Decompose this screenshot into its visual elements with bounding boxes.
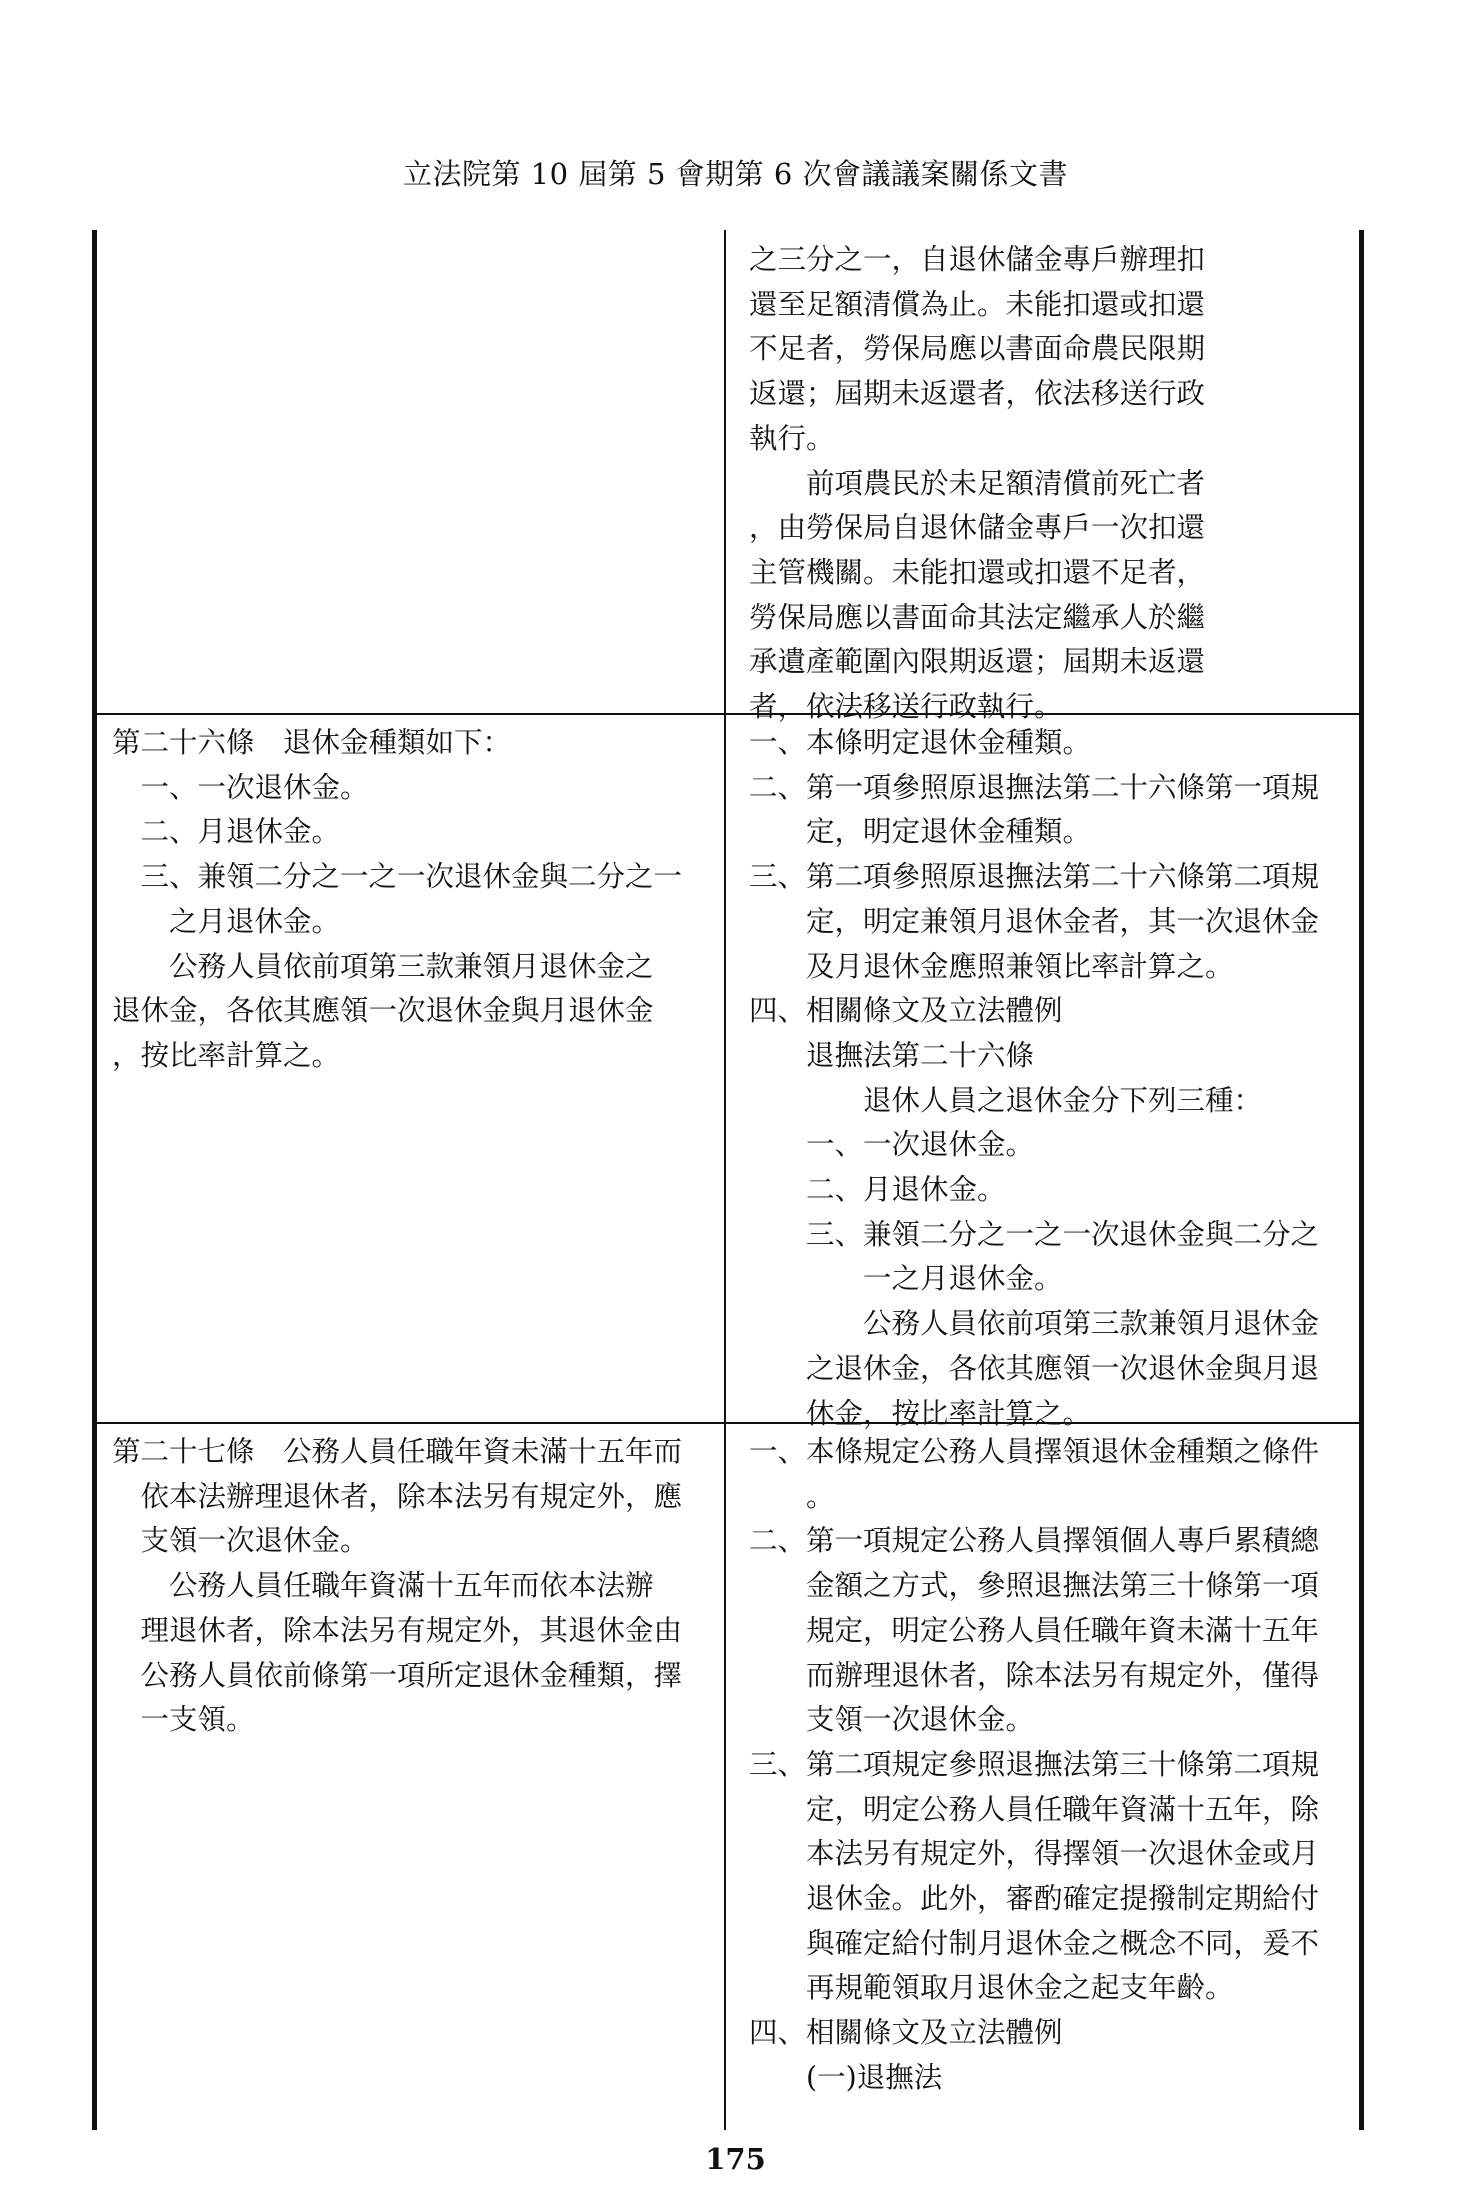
text-line: 四、相關條文及立法體例 [749, 994, 1063, 1028]
row3-right-cell [749, 1430, 1319, 2101]
text-line: 本法另有規定外，得擇領一次退休金或月 [749, 1837, 1320, 1871]
text-line: 二、第一項參照原退撫法第二十六條第一項規 [749, 770, 1320, 804]
text-line: 三、第二項參照原退撫法第二十六條第二項規 [749, 860, 1320, 894]
table-right-border [1359, 230, 1364, 2130]
text-line: 前項農民於未足額清償前死亡者 [749, 466, 1206, 500]
text-line: 與確定給付制月退休金之概念不同，爰不 [749, 1926, 1320, 1960]
text-line: 退撫法第二十六條 [749, 1038, 1035, 1072]
text-line: 公務人員任職年資滿十五年而依本法辦 [112, 1569, 654, 1603]
text-line: 第二十七條 公務人員任職年資未滿十五年而 [112, 1435, 683, 1468]
text-line: 者，依法移送行政執行。 [749, 690, 1063, 724]
text-line: 規定，明定公務人員任職年資未滿十五年 [749, 1613, 1320, 1647]
text-line: 而辦理退休者，除本法另有規定外，僅得 [749, 1658, 1320, 1692]
text-line: 退休人員之退休金分下列三種： [749, 1083, 1263, 1117]
text-line: (一)退撫法 [749, 2060, 943, 2094]
text-line: 二、月退休金。 [749, 1173, 1006, 1207]
text-line: 勞保局應以書面命其法定繼承人於繼 [749, 600, 1206, 634]
text-line: 一、本條明定退休金種類。 [749, 726, 1092, 759]
text-line: 二、第一項規定公務人員擇領個人專戶累積總 [749, 1524, 1320, 1558]
text-line: 休金，按比率計算之。 [749, 1396, 1092, 1430]
text-line: 。 [749, 1479, 835, 1513]
text-line: 定，明定公務人員任職年資滿十五年，除 [749, 1792, 1320, 1826]
text-line: 二、月退休金。 [112, 815, 341, 849]
table-left-border [92, 230, 97, 2130]
row2-left-cell [112, 721, 682, 1079]
text-line: 還至足額清償為止。未能扣還或扣還 [749, 287, 1206, 321]
row2-right-cell [749, 721, 1319, 1436]
text-line: 一之月退休金。 [749, 1262, 1063, 1296]
text-line: 退休金。此外，審酌確定提撥制定期給付 [749, 1882, 1320, 1916]
text-line: 公務人員依前項第三款兼領月退休金之 [112, 949, 654, 983]
text-line: 不足者，勞保局應以書面命農民限期 [749, 332, 1206, 366]
text-line: 三、第二項規定參照退撫法第三十條第二項規 [749, 1747, 1320, 1781]
row1-right-cell [749, 238, 1205, 730]
text-line: ，按比率計算之。 [112, 1038, 341, 1072]
text-line: 之三分之一，自退休儲金專戶辦理扣 [749, 243, 1206, 276]
text-line: 及月退休金應照兼領比率計算之。 [749, 949, 1234, 983]
text-line: 返還；屆期未返還者，依法移送行政 [749, 377, 1206, 411]
text-line: 支領一次退休金。 [749, 1703, 1035, 1737]
text-line: 四、相關條文及立法體例 [749, 2016, 1063, 2050]
text-line: 第二十六條 退休金種類如下： [112, 726, 512, 759]
text-line: 三、兼領二分之一之一次退休金與二分之 [749, 1217, 1320, 1251]
text-line: ，由勞保局自退休儲金專戶一次扣還 [749, 511, 1206, 545]
page-number: 175 [705, 2142, 766, 2176]
text-line: 之月退休金。 [112, 904, 341, 938]
text-line: 再規範領取月退休金之起支年齡。 [749, 1971, 1234, 2005]
row3-left-cell [112, 1430, 682, 1743]
text-line: 定，明定兼領月退休金者，其一次退休金 [749, 904, 1320, 938]
text-line: 執行。 [749, 421, 835, 455]
text-line: 一、一次退休金。 [749, 1128, 1035, 1162]
text-line: 理退休者，除本法另有規定外，其退休金由 [112, 1613, 683, 1647]
text-line: 金額之方式，參照退撫法第三十條第一項 [749, 1569, 1320, 1603]
page-header: 立法院第 10 屆第 5 會期第 6 次會議議案關係文書 [402, 157, 1069, 191]
text-line: 退休金，各依其應領一次退休金與月退休金 [112, 994, 654, 1028]
text-line: 之退休金，各依其應領一次退休金與月退 [749, 1351, 1320, 1385]
text-line: 承遺產範圍內限期返還；屆期未返還 [749, 645, 1206, 679]
text-line: 支領一次退休金。 [112, 1524, 369, 1558]
text-line: 一支領。 [112, 1703, 255, 1737]
text-line: 三、兼領二分之一之一次退休金與二分之一 [112, 860, 683, 894]
table-column-divider [724, 230, 726, 2130]
text-line: 公務人員依前項第三款兼領月退休金 [749, 1307, 1320, 1341]
text-line: 公務人員依前條第一項所定退休金種類，擇 [112, 1658, 683, 1692]
text-line: 依本法辦理退休者，除本法另有規定外，應 [112, 1479, 683, 1513]
text-line: 一、一次退休金。 [112, 770, 369, 804]
text-line: 定，明定退休金種類。 [749, 815, 1092, 849]
text-line: 一、本條規定公務人員擇領退休金種類之條件 [749, 1435, 1320, 1468]
text-line: 主管機關。未能扣還或扣還不足者， [749, 555, 1206, 589]
